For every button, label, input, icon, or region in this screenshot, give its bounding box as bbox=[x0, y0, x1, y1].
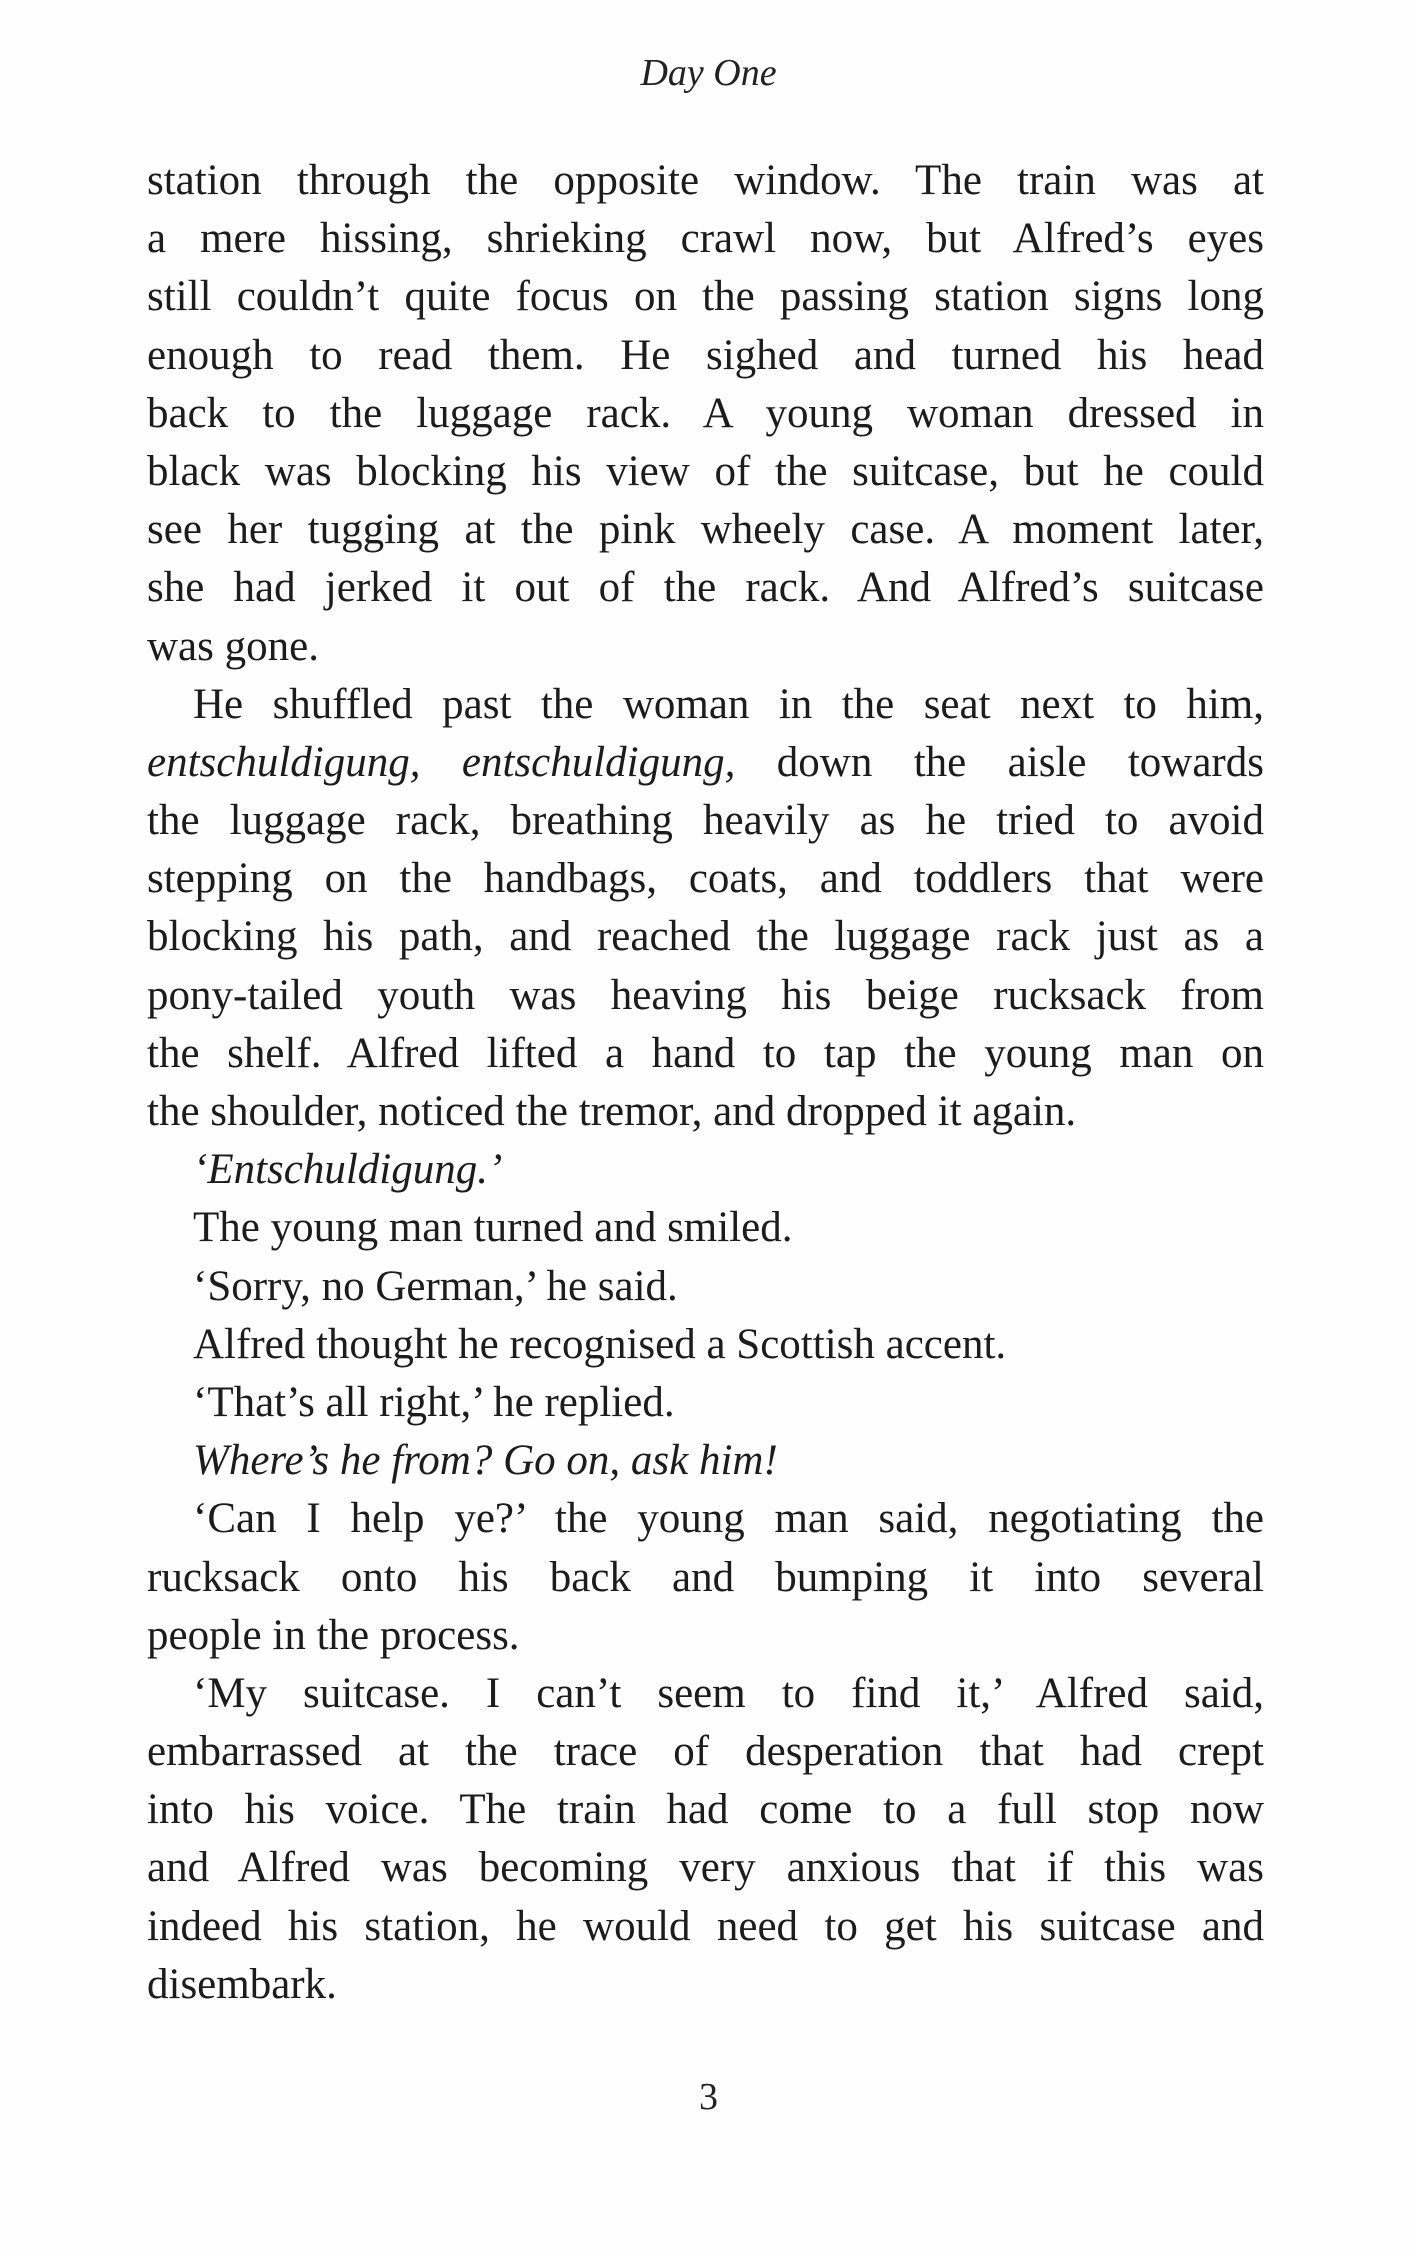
italic-text: Where’s he from? Go on, ask him! bbox=[193, 1437, 778, 1485]
text-line bbox=[147, 734, 1264, 792]
text-line bbox=[147, 210, 1264, 268]
text-span: The young man turned and smiled. bbox=[193, 1204, 793, 1252]
text-line bbox=[147, 1258, 1264, 1316]
text-span: ‘Sorry, no German,’ he said. bbox=[193, 1262, 678, 1310]
text-span: was gone. bbox=[147, 622, 319, 670]
text-line bbox=[147, 1549, 1264, 1607]
text-span: back to the luggage rack. A young woman dressed in bbox=[147, 389, 1264, 437]
text-line bbox=[147, 1723, 1264, 1781]
text-span: and Alfred was becoming very anxious that if this was bbox=[147, 1844, 1264, 1892]
text-span: Alfred thought he recognised a Scottish accent. bbox=[193, 1320, 1007, 1368]
text-line bbox=[147, 1898, 1264, 1956]
text-line bbox=[147, 1374, 1264, 1432]
text-span: the shoulder, noticed the tremor, and dropped it again. bbox=[147, 1088, 1077, 1135]
text-span: enough to read them. He sighed and turned his head bbox=[147, 331, 1264, 379]
text-span: stepping on the handbags, coats, and toddlers that were bbox=[147, 855, 1264, 903]
text-span: station through the opposite window. The train was at bbox=[147, 157, 1264, 204]
text-line bbox=[147, 559, 1264, 617]
italic-text: entschuldigung, entschuldigung, bbox=[147, 738, 736, 786]
text-span: ‘Can I help ye?’ the young man said, negotiating the bbox=[193, 1495, 1264, 1543]
text-span: ‘That’s all right,’ he replied. bbox=[193, 1378, 675, 1426]
text-line bbox=[147, 1083, 1264, 1141]
text-line bbox=[147, 1781, 1264, 1839]
text-span: pony-tailed youth was heaving his beige rucksack from bbox=[147, 971, 1264, 1019]
text-span: embarrassed at the trace of desperation that had crept bbox=[147, 1728, 1264, 1776]
text-line bbox=[147, 908, 1264, 966]
page-number: 3 bbox=[699, 2076, 718, 2118]
text-line bbox=[147, 1839, 1264, 1897]
text-line bbox=[147, 1316, 1264, 1374]
text-line bbox=[147, 792, 1264, 850]
text-span: down the aisle towards bbox=[735, 738, 1264, 786]
text-span: indeed his station, he would need to get his suitcase and bbox=[147, 1902, 1264, 1950]
text-line bbox=[147, 443, 1264, 501]
text-line bbox=[147, 850, 1264, 908]
text-line bbox=[147, 1665, 1264, 1723]
text-line bbox=[147, 152, 1264, 210]
text-span: the luggage rack, breathing heavily as he tried to avoid bbox=[147, 797, 1264, 845]
text-span: He shuffled past the woman in the seat next to him, bbox=[193, 680, 1264, 728]
text-line bbox=[147, 1956, 1264, 2014]
text-span: disembark. bbox=[147, 1960, 337, 2008]
text-line bbox=[147, 1199, 1264, 1257]
text-line bbox=[147, 1025, 1264, 1083]
text-line bbox=[147, 676, 1264, 734]
text-line bbox=[147, 967, 1264, 1025]
text-line bbox=[147, 1607, 1264, 1665]
text-span: the shelf. Alfred lifted a hand to tap the young man on bbox=[147, 1029, 1264, 1077]
text-line bbox=[147, 385, 1264, 443]
text-span: a mere hissing, shrieking crawl now, but Alfred’s eyes bbox=[147, 215, 1264, 263]
text-span: people in the process. bbox=[147, 1611, 520, 1659]
text-line bbox=[147, 501, 1264, 559]
text-span: ‘My suitcase. I can’t seem to find it,’ Alfred said, bbox=[193, 1669, 1264, 1717]
text-span: she had jerked it out of the rack. And Alfred’s suitcase bbox=[147, 564, 1264, 612]
text-line bbox=[147, 327, 1264, 385]
text-line bbox=[147, 1141, 1264, 1199]
running-head: Day One bbox=[640, 52, 777, 94]
body-text bbox=[147, 152, 1264, 2014]
text-span: rucksack onto his back and bumping it into several bbox=[147, 1553, 1264, 1601]
text-line bbox=[147, 618, 1264, 676]
italic-text: ‘Entschuldigung.’ bbox=[193, 1146, 503, 1194]
text-span: still couldn’t quite focus on the passing station signs long bbox=[147, 273, 1264, 321]
text-span: into his voice. The train had come to a full stop now bbox=[147, 1786, 1264, 1834]
text-span: black was blocking his view of the suitcase, but he could bbox=[147, 447, 1264, 495]
text-span: see her tugging at the pink wheely case. A moment later, bbox=[147, 506, 1264, 554]
text-line bbox=[147, 1432, 1264, 1490]
text-span: blocking his path, and reached the luggage rack just as a bbox=[147, 913, 1264, 961]
text-line bbox=[147, 268, 1264, 326]
text-line bbox=[147, 1490, 1264, 1548]
